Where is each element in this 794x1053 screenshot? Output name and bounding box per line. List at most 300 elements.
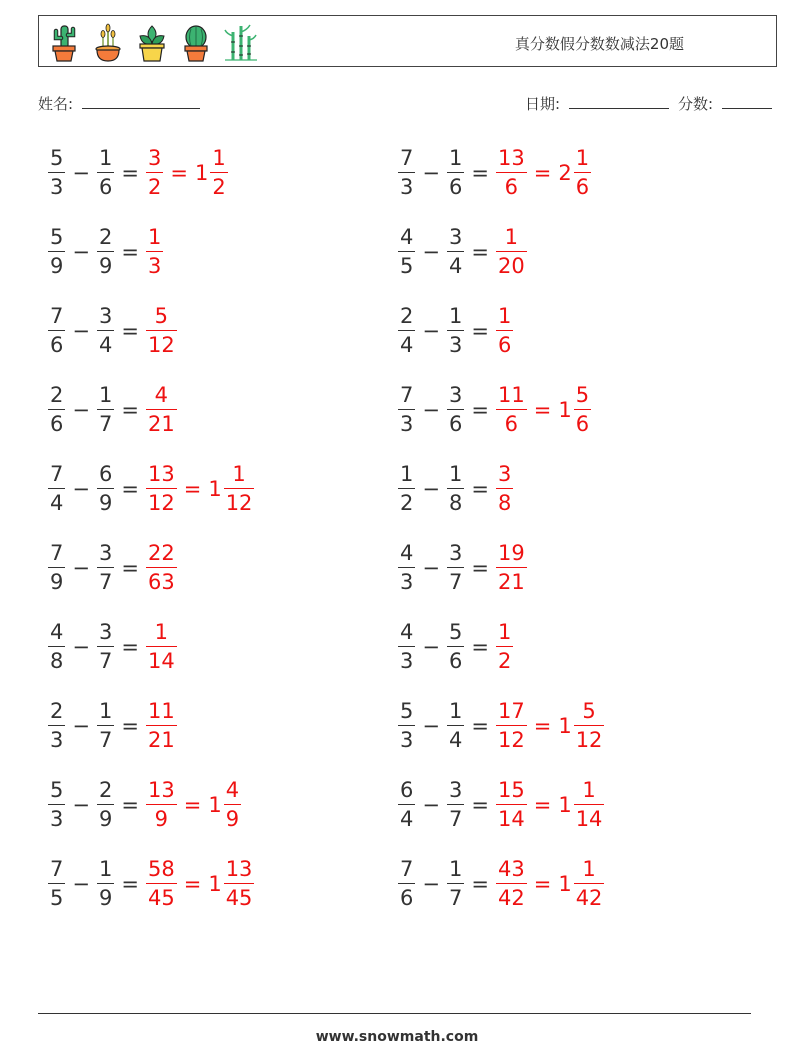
mixed-fraction-part [224, 859, 255, 909]
minuend-fraction [398, 385, 415, 435]
minuend-fraction-denominator: 3 [48, 725, 65, 751]
answer-fraction [146, 780, 177, 830]
minus-sign: − [72, 477, 90, 501]
answer-equals-sign: = [533, 793, 552, 817]
equals-sign: = [471, 477, 489, 501]
answer-fraction [146, 622, 177, 672]
answer-equals-sign: = [183, 477, 202, 501]
answer-fraction [496, 306, 513, 356]
minuend-fraction-numerator: 2 [400, 304, 414, 328]
answer-fraction-numerator: 1 [147, 225, 162, 249]
mixed-whole-part: 1 [558, 872, 572, 896]
minus-sign: − [72, 240, 90, 264]
answer-fraction [496, 385, 527, 435]
minuend-fraction-denominator: 9 [48, 567, 65, 593]
subtrahend-fraction [447, 227, 464, 277]
subtrahend-fraction [97, 701, 114, 751]
minus-sign: − [72, 793, 90, 817]
answer-fraction [146, 227, 163, 277]
subtrahend-fraction-denominator: 6 [447, 646, 464, 672]
problem-item [396, 459, 515, 519]
answer-fraction [146, 543, 177, 593]
mixed-fraction-part-numerator: 1 [582, 857, 596, 881]
subtrahend-fraction [447, 859, 464, 909]
equals-sign: = [121, 635, 139, 659]
mixed-fraction-part [574, 780, 605, 830]
subtrahend-fraction [447, 780, 464, 830]
minus-sign: − [422, 398, 440, 422]
subtrahend-fraction [447, 148, 464, 198]
problem-item [46, 222, 165, 282]
answer-fraction-denominator: 14 [146, 646, 177, 672]
answer-fraction-numerator: 43 [497, 857, 525, 881]
answer-fraction-denominator: 6 [496, 330, 513, 356]
answer [144, 701, 179, 751]
minus-sign: − [422, 556, 440, 580]
mixed-fraction-part-denominator: 6 [574, 409, 591, 435]
minus-sign: − [422, 635, 440, 659]
equals-sign: = [121, 398, 139, 422]
answer-fraction-numerator: 17 [497, 699, 525, 723]
answer-fraction [146, 385, 177, 435]
footer-url: www.snowmath.com [315, 1029, 479, 1045]
problem-item [396, 222, 529, 282]
answer-equals-sign: = [183, 872, 202, 896]
answer-fraction-denominator: 21 [146, 725, 177, 751]
mixed-whole-part: 1 [208, 793, 222, 817]
minus-sign: − [422, 477, 440, 501]
answer [144, 543, 179, 593]
minuend-fraction [398, 227, 415, 277]
minus-sign: − [72, 398, 90, 422]
minus-sign: − [72, 319, 90, 343]
subtrahend-fraction-numerator: 1 [98, 857, 113, 881]
minuend-fraction-numerator: 6 [400, 778, 414, 802]
subtrahend-fraction [97, 622, 114, 672]
subtrahend-fraction [97, 227, 114, 277]
name-blank[interactable] [82, 94, 200, 109]
subtrahend-fraction-denominator: 3 [447, 330, 464, 356]
minuend-fraction-numerator: 4 [400, 541, 414, 565]
minuend-fraction [48, 306, 65, 356]
minus-sign: − [422, 319, 440, 343]
mixed-fraction-part-numerator: 1 [232, 462, 246, 486]
score-blank[interactable] [722, 94, 772, 109]
minuend-fraction [48, 622, 65, 672]
bamboo-icon [223, 22, 257, 62]
minuend-fraction-numerator: 7 [400, 146, 414, 170]
subtrahend-fraction-denominator: 4 [447, 725, 464, 751]
succulent-pot-icon [135, 22, 169, 62]
score-label: 分数: [678, 95, 714, 113]
subtrahend-fraction-numerator: 1 [448, 462, 463, 486]
answer-fraction-numerator: 4 [154, 383, 169, 407]
answer-equals-sign: = [533, 872, 552, 896]
mixed-fraction-part [574, 385, 591, 435]
round-cactus-pot-icon [179, 22, 213, 62]
minuend-fraction [398, 464, 415, 514]
answer-equals-sign: = [533, 161, 552, 185]
date-blank[interactable] [569, 94, 669, 109]
mixed-fraction-part-denominator: 45 [224, 883, 255, 909]
minuend-fraction-denominator: 3 [48, 804, 65, 830]
subtrahend-fraction [447, 701, 464, 751]
mixed-whole-part: 1 [558, 793, 572, 817]
answer-fraction-numerator: 22 [147, 541, 175, 565]
equals-sign: = [121, 319, 139, 343]
subtrahend-fraction-numerator: 3 [98, 620, 113, 644]
minus-sign: − [72, 714, 90, 738]
mixed-fraction-part [574, 148, 591, 198]
minuend-fraction-denominator: 5 [398, 251, 415, 277]
problem-item [46, 775, 243, 835]
answer [144, 227, 165, 277]
equals-sign: = [471, 556, 489, 580]
problem-item [396, 301, 515, 361]
minuend-fraction-numerator: 5 [400, 699, 414, 723]
answer-fraction-numerator: 58 [147, 857, 175, 881]
minus-sign: − [72, 161, 90, 185]
answer [144, 385, 179, 435]
answer-fraction-numerator: 1 [504, 225, 519, 249]
worksheet-header [38, 15, 777, 67]
problem-item [396, 617, 515, 677]
subtrahend-fraction [447, 622, 464, 672]
answer [494, 543, 529, 593]
subtrahend-fraction-numerator: 3 [98, 541, 113, 565]
minuend-fraction [398, 622, 415, 672]
equals-sign: = [121, 477, 139, 501]
answer-fraction-denominator: 45 [146, 883, 177, 909]
answer-fraction-denominator: 12 [146, 488, 177, 514]
answer [144, 148, 230, 198]
answer-fraction-denominator: 20 [496, 251, 527, 277]
subtrahend-fraction [97, 148, 114, 198]
minuend-fraction-numerator: 5 [50, 225, 64, 249]
answer-fraction-numerator: 1 [497, 620, 512, 644]
minuend-fraction-numerator: 4 [50, 620, 64, 644]
mixed-fraction-part [210, 148, 227, 198]
mixed-whole-part: 1 [208, 477, 222, 501]
problem-item [396, 538, 529, 598]
answer-fraction [146, 306, 177, 356]
mixed-fraction-part-numerator: 1 [582, 778, 596, 802]
mixed-whole-part: 1 [558, 398, 572, 422]
mixed-fraction-part-numerator: 1 [212, 146, 226, 170]
subtrahend-fraction-denominator: 7 [447, 804, 464, 830]
answer-fraction-numerator: 11 [497, 383, 525, 407]
mixed-fraction-part-denominator: 42 [574, 883, 605, 909]
minuend-fraction-numerator: 2 [50, 699, 64, 723]
cactus-pot-icon [47, 22, 81, 62]
date-label: 日期: [525, 95, 561, 113]
subtrahend-fraction-numerator: 3 [448, 778, 463, 802]
mixed-fraction-part [224, 464, 255, 514]
problem-item [396, 775, 606, 835]
minuend-fraction-denominator: 5 [48, 883, 65, 909]
subtrahend-fraction-denominator: 7 [97, 725, 114, 751]
answer-fraction-numerator: 13 [147, 778, 175, 802]
answer [494, 148, 593, 198]
subtrahend-fraction-denominator: 9 [97, 804, 114, 830]
answer [494, 385, 593, 435]
equals-sign: = [471, 793, 489, 817]
subtrahend-fraction [447, 306, 464, 356]
mixed-fraction-part-numerator: 5 [575, 383, 590, 407]
minuend-fraction-numerator: 7 [50, 304, 64, 328]
mixed-fraction-part-denominator: 6 [574, 172, 591, 198]
equals-sign: = [471, 161, 489, 185]
answer [494, 701, 606, 751]
mixed-fraction-part-numerator: 1 [575, 146, 590, 170]
problem-item [46, 459, 256, 519]
minuend-fraction-numerator: 7 [400, 383, 414, 407]
problem-item [46, 538, 179, 598]
subtrahend-fraction-denominator: 6 [447, 172, 464, 198]
answer-fraction [496, 464, 513, 514]
worksheet-title: 真分数假分数数减法20题 [514, 35, 684, 53]
answer-equals-sign: = [183, 793, 202, 817]
mixed-whole-part: 1 [208, 872, 222, 896]
minuend-fraction-denominator: 3 [398, 409, 415, 435]
problem-item [46, 854, 256, 914]
answer-fraction-numerator: 11 [147, 699, 175, 723]
answer-fraction-numerator: 15 [497, 778, 525, 802]
minus-sign: − [72, 635, 90, 659]
answer [494, 859, 606, 909]
answer-fraction-denominator: 2 [496, 646, 513, 672]
answer-fraction [146, 464, 177, 514]
mixed-fraction-part-numerator: 13 [225, 857, 253, 881]
answer [144, 859, 256, 909]
subtrahend-fraction-numerator: 3 [448, 541, 463, 565]
minuend-fraction [398, 780, 415, 830]
subtrahend-fraction-denominator: 9 [97, 251, 114, 277]
answer-fraction [496, 148, 527, 198]
subtrahend-fraction [447, 464, 464, 514]
plant-icons [47, 21, 257, 63]
answer [494, 464, 515, 514]
problem-item [396, 143, 593, 203]
answer-fraction-denominator: 8 [496, 488, 513, 514]
minuend-fraction-denominator: 3 [398, 567, 415, 593]
subtrahend-fraction [447, 385, 464, 435]
minuend-fraction-denominator: 3 [398, 725, 415, 751]
minuend-fraction-numerator: 7 [400, 857, 414, 881]
subtrahend-fraction-denominator: 9 [97, 488, 114, 514]
minuend-fraction [48, 701, 65, 751]
answer-fraction-numerator: 19 [497, 541, 525, 565]
answer [144, 622, 179, 672]
minuend-fraction-denominator: 9 [48, 251, 65, 277]
minuend-fraction [48, 148, 65, 198]
minuend-fraction [48, 543, 65, 593]
answer-fraction-denominator: 14 [496, 804, 527, 830]
problem-item [396, 696, 606, 756]
mixed-fraction-part-denominator: 2 [210, 172, 227, 198]
answer-equals-sign: = [533, 714, 552, 738]
subtrahend-fraction [97, 859, 114, 909]
minuend-fraction-denominator: 8 [48, 646, 65, 672]
mixed-fraction-part-denominator: 12 [574, 725, 605, 751]
subtrahend-fraction-denominator: 9 [97, 883, 114, 909]
minus-sign: − [422, 714, 440, 738]
subtrahend-fraction-numerator: 5 [448, 620, 463, 644]
equals-sign: = [471, 319, 489, 343]
problem-item [396, 854, 606, 914]
answer-fraction [496, 227, 527, 277]
mixed-whole-part: 1 [558, 714, 572, 738]
subtrahend-fraction-numerator: 6 [98, 462, 113, 486]
answer [494, 780, 606, 830]
equals-sign: = [471, 714, 489, 738]
minuend-fraction [48, 464, 65, 514]
answer-fraction-numerator: 3 [147, 146, 162, 170]
subtrahend-fraction-numerator: 1 [98, 699, 113, 723]
minuend-fraction-denominator: 3 [398, 172, 415, 198]
subtrahend-fraction-denominator: 7 [97, 646, 114, 672]
minuend-fraction [48, 859, 65, 909]
mixed-fraction-part-numerator: 5 [582, 699, 596, 723]
mixed-fraction-part [574, 701, 605, 751]
minuend-fraction-numerator: 7 [50, 857, 64, 881]
subtrahend-fraction-denominator: 6 [447, 409, 464, 435]
wheat-pot-icon [91, 22, 125, 62]
minus-sign: − [72, 872, 90, 896]
subtrahend-fraction-numerator: 2 [98, 225, 113, 249]
answer-fraction-denominator: 42 [496, 883, 527, 909]
equals-sign: = [121, 793, 139, 817]
problem-item [46, 380, 179, 440]
answer-fraction-denominator: 12 [496, 725, 527, 751]
answer-fraction-numerator: 1 [497, 304, 512, 328]
answer [144, 780, 243, 830]
answer-fraction [496, 543, 527, 593]
subtrahend-fraction-numerator: 1 [98, 146, 113, 170]
answer-fraction [146, 701, 177, 751]
equals-sign: = [121, 240, 139, 264]
subtrahend-fraction-numerator: 1 [448, 857, 463, 881]
mixed-fraction-part [574, 859, 605, 909]
problem-item [46, 301, 179, 361]
answer [144, 306, 179, 356]
minuend-fraction-numerator: 4 [400, 620, 414, 644]
answer-fraction-denominator: 2 [146, 172, 163, 198]
subtrahend-fraction-numerator: 3 [98, 304, 113, 328]
minuend-fraction-denominator: 4 [48, 488, 65, 514]
minuend-fraction-numerator: 5 [50, 146, 64, 170]
answer-fraction-denominator: 21 [496, 567, 527, 593]
minus-sign: − [422, 240, 440, 264]
answer-equals-sign: = [533, 398, 552, 422]
minuend-fraction [398, 543, 415, 593]
minus-sign: − [72, 556, 90, 580]
subtrahend-fraction-numerator: 1 [448, 699, 463, 723]
minuend-fraction [48, 780, 65, 830]
subtrahend-fraction [97, 464, 114, 514]
subtrahend-fraction-denominator: 6 [97, 172, 114, 198]
minuend-fraction [48, 385, 65, 435]
answer [494, 227, 529, 277]
minuend-fraction-numerator: 5 [50, 778, 64, 802]
answer-fraction-denominator: 6 [496, 409, 527, 435]
minuend-fraction-numerator: 7 [50, 462, 64, 486]
answer-fraction-denominator: 21 [146, 409, 177, 435]
answer-fraction-denominator: 3 [146, 251, 163, 277]
answer-fraction [496, 701, 527, 751]
answer-fraction-numerator: 13 [497, 146, 525, 170]
subtrahend-fraction-denominator: 8 [447, 488, 464, 514]
minuend-fraction-numerator: 1 [400, 462, 414, 486]
subtrahend-fraction-numerator: 1 [448, 146, 463, 170]
minuend-fraction-denominator: 3 [48, 172, 65, 198]
mixed-fraction-part-denominator: 12 [224, 488, 255, 514]
subtrahend-fraction-numerator: 3 [448, 225, 463, 249]
mixed-fraction-part-denominator: 14 [574, 804, 605, 830]
minuend-fraction [398, 859, 415, 909]
subtrahend-fraction-denominator: 4 [97, 330, 114, 356]
mixed-whole-part: 2 [558, 161, 572, 185]
subtrahend-fraction-denominator: 4 [447, 251, 464, 277]
minuend-fraction-denominator: 6 [48, 330, 65, 356]
answer-fraction [146, 859, 177, 909]
answer-fraction-numerator: 13 [147, 462, 175, 486]
answer-equals-sign: = [170, 161, 188, 185]
minus-sign: − [422, 872, 440, 896]
answer-fraction-numerator: 5 [154, 304, 169, 328]
equals-sign: = [471, 240, 489, 264]
minuend-fraction-numerator: 7 [50, 541, 64, 565]
mixed-fraction-part-denominator: 9 [224, 804, 241, 830]
subtrahend-fraction-denominator: 7 [97, 567, 114, 593]
answer-fraction [496, 859, 527, 909]
mixed-fraction-part-numerator: 4 [225, 778, 240, 802]
minuend-fraction [398, 701, 415, 751]
answer [494, 306, 515, 356]
subtrahend-fraction-denominator: 7 [447, 567, 464, 593]
subtrahend-fraction-denominator: 7 [447, 883, 464, 909]
subtrahend-fraction-numerator: 2 [98, 778, 113, 802]
answer-fraction-denominator: 63 [146, 567, 177, 593]
subtrahend-fraction-denominator: 7 [97, 409, 114, 435]
minuend-fraction [398, 148, 415, 198]
equals-sign: = [121, 556, 139, 580]
problem-item [396, 380, 593, 440]
subtrahend-fraction-numerator: 1 [98, 383, 113, 407]
answer-fraction [496, 622, 513, 672]
name-field [38, 93, 200, 114]
equals-sign: = [471, 872, 489, 896]
problem-item [46, 617, 179, 677]
answer-fraction-denominator: 12 [146, 330, 177, 356]
subtrahend-fraction [97, 543, 114, 593]
minuend-fraction [48, 227, 65, 277]
minuend-fraction-denominator: 4 [398, 330, 415, 356]
equals-sign: = [121, 714, 139, 738]
mixed-whole-part: 1 [194, 161, 209, 185]
answer-fraction [146, 148, 163, 198]
score-field [678, 93, 772, 114]
minuend-fraction [398, 306, 415, 356]
minuend-fraction-denominator: 6 [398, 883, 415, 909]
subtrahend-fraction [97, 780, 114, 830]
problem-item [46, 143, 230, 203]
equals-sign: = [471, 635, 489, 659]
minuend-fraction-numerator: 2 [50, 383, 64, 407]
minus-sign: − [422, 793, 440, 817]
subtrahend-fraction [97, 385, 114, 435]
subtrahend-fraction [447, 543, 464, 593]
